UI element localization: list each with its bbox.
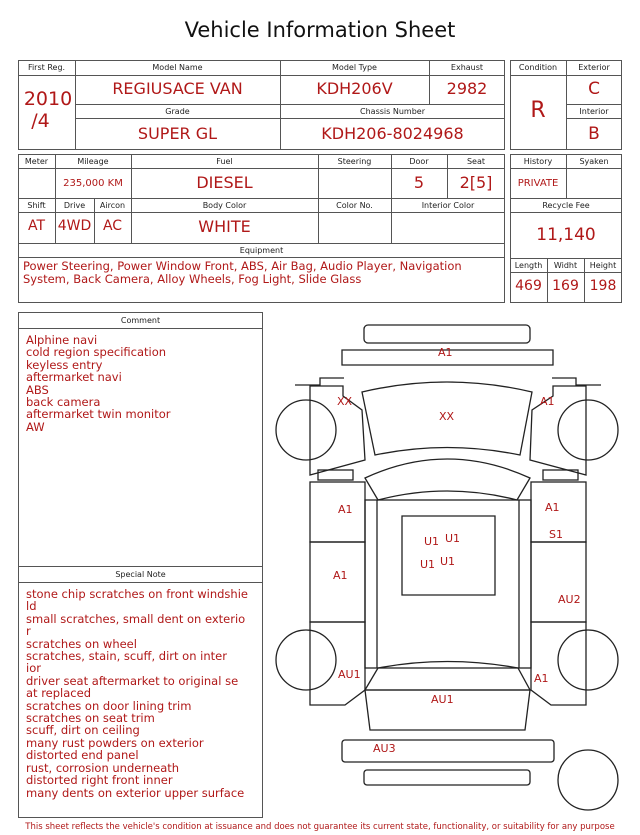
exhaust-label: Exhaust: [450, 63, 484, 72]
length-label: Length: [514, 261, 543, 270]
damage-roof-3: U1: [420, 558, 436, 571]
damage-right-quarter: A1: [534, 672, 549, 685]
damage-roof-2: U1: [445, 532, 461, 545]
exterior-value: C: [588, 79, 600, 99]
list-item: driver seat aftermarket to original se: [26, 673, 239, 688]
width-value: 169: [552, 278, 579, 294]
length-value: 469: [515, 278, 542, 294]
list-item: r: [26, 624, 31, 639]
list-item: aftermarket twin monitor: [26, 407, 171, 422]
comment-list: [26, 334, 171, 433]
list-item: stone chip scratches on front windshie: [26, 587, 248, 601]
list-item: Alphine navi: [26, 333, 98, 347]
list-item: small scratches, small dent on exterio: [26, 611, 246, 626]
shift-label: Shift: [27, 201, 46, 210]
chassis-number-value: KDH206-8024968: [321, 124, 464, 143]
list-item: scratches on door lining trim: [26, 698, 192, 713]
list-item: at replaced: [26, 686, 92, 701]
history-label: History: [523, 157, 553, 166]
exterior-label: Exterior: [578, 63, 610, 72]
drive-value: 4WD: [57, 218, 92, 234]
first-reg-month: /4: [31, 110, 50, 132]
syaken-label: Syaken: [579, 157, 609, 166]
damage-left-door-rear: A1: [333, 569, 348, 582]
list-item: ior: [26, 661, 41, 676]
recycle-fee-value: 11,140: [536, 225, 596, 245]
damage-roof-4: U1: [440, 555, 456, 568]
damage-left-front: XX: [337, 395, 353, 408]
first-reg-label: First Reg.: [27, 63, 66, 72]
special-note-list: [26, 588, 248, 799]
damage-rear-bumper: AU3: [373, 742, 396, 755]
damage-left-door-front: A1: [338, 503, 353, 516]
door-label: Door: [409, 157, 429, 166]
list-item: distorted end panel: [26, 748, 139, 763]
comment-label: Comment: [120, 316, 161, 325]
list-item: AW: [26, 419, 45, 434]
damage-hood: XX: [439, 410, 455, 423]
list-item: many dents on exterior upper surface: [26, 785, 245, 800]
aircon-value: AC: [102, 218, 123, 234]
list-item: aftermarket navi: [26, 370, 122, 385]
list-item: scratches, stain, scuff, dirt on inter: [26, 649, 227, 664]
damage-front-bumper: A1: [438, 346, 453, 359]
recycle-fee-label: Recycle Fee: [542, 201, 590, 210]
page-title: Vehicle Information Sheet: [184, 18, 456, 42]
exhaust-value: 2982: [446, 79, 488, 98]
mileage-label: Mileage: [77, 157, 109, 166]
fuel-label: Fuel: [216, 157, 233, 166]
body-color-label: Body Color: [202, 201, 247, 210]
damage-right-rear: AU2: [558, 593, 581, 606]
equipment-label: Equipment: [239, 246, 284, 255]
list-item: scratches on wheel: [26, 636, 137, 651]
damage-roof-1: U1: [424, 535, 440, 548]
first-reg-year: 2010: [23, 88, 73, 110]
list-item: distorted right front inner: [26, 773, 173, 788]
mileage-value: 235,000 KM: [63, 178, 123, 189]
door-value: 5: [413, 173, 425, 192]
special-note-label: Special Note: [115, 570, 166, 579]
meter-label: Meter: [24, 157, 49, 166]
width-label: Widht: [553, 261, 578, 270]
interior-color-label: Interior Color: [421, 201, 475, 210]
steering-label: Steering: [337, 157, 372, 166]
list-item: scratches on seat trim: [26, 711, 155, 726]
model-type-value: KDH206V: [316, 79, 393, 98]
drive-label: Drive: [63, 201, 86, 210]
condition-label: Condition: [518, 63, 558, 72]
footer-disclaimer: This sheet reflects the vehicle's condition at issuance and does not guarantee its current state, functionality, or suitability for any purpose: [25, 822, 615, 832]
damage-right-door-front: A1: [545, 501, 560, 514]
list-item: back camera: [26, 395, 101, 410]
list-item: ABS: [26, 382, 49, 397]
aircon-label: Aircon: [99, 201, 126, 210]
list-item: scuff, dirt on ceiling: [26, 723, 140, 738]
height-label: Height: [589, 261, 617, 270]
seat-label: Seat: [466, 157, 486, 166]
damage-right-front: A1: [540, 395, 555, 408]
shift-value: AT: [27, 218, 46, 234]
interior-value: B: [588, 124, 600, 144]
damage-rear-gate: AU1: [431, 693, 454, 706]
fuel-value: DIESEL: [196, 173, 253, 192]
list-item: keyless entry: [26, 357, 103, 372]
list-item: cold region specification: [26, 345, 167, 360]
list-item: many rust powders on exterior: [26, 735, 204, 750]
model-name-label: Model Name: [152, 63, 203, 72]
height-value: 198: [589, 278, 617, 294]
list-item: rust, corrosion underneath: [26, 760, 180, 775]
equipment-value: Power Steering, Power Window Front, ABS, Air Bag, Audio Player, Navigation System, Back Camera, Alloy Wheels, Fog Light, Slide Glass: [23, 259, 462, 286]
model-name-value: REGIUSACE VAN: [112, 79, 243, 98]
condition-value: R: [530, 98, 546, 123]
seat-value: 2[5]: [459, 173, 493, 192]
model-type-label: Model Type: [332, 63, 377, 72]
damage-right-s: S1: [549, 528, 563, 541]
damage-left-quarter: AU1: [338, 668, 361, 681]
interior-label: Interior: [579, 107, 609, 116]
grade-label: Grade: [165, 107, 190, 116]
chassis-number-label: Chassis Number: [360, 107, 425, 116]
list-item: ld: [26, 599, 37, 614]
grade-value: SUPER GL: [137, 124, 218, 143]
body-color-value: WHITE: [198, 217, 251, 236]
color-no-label: Color No.: [336, 201, 373, 210]
history-value: PRIVATE: [517, 178, 559, 189]
